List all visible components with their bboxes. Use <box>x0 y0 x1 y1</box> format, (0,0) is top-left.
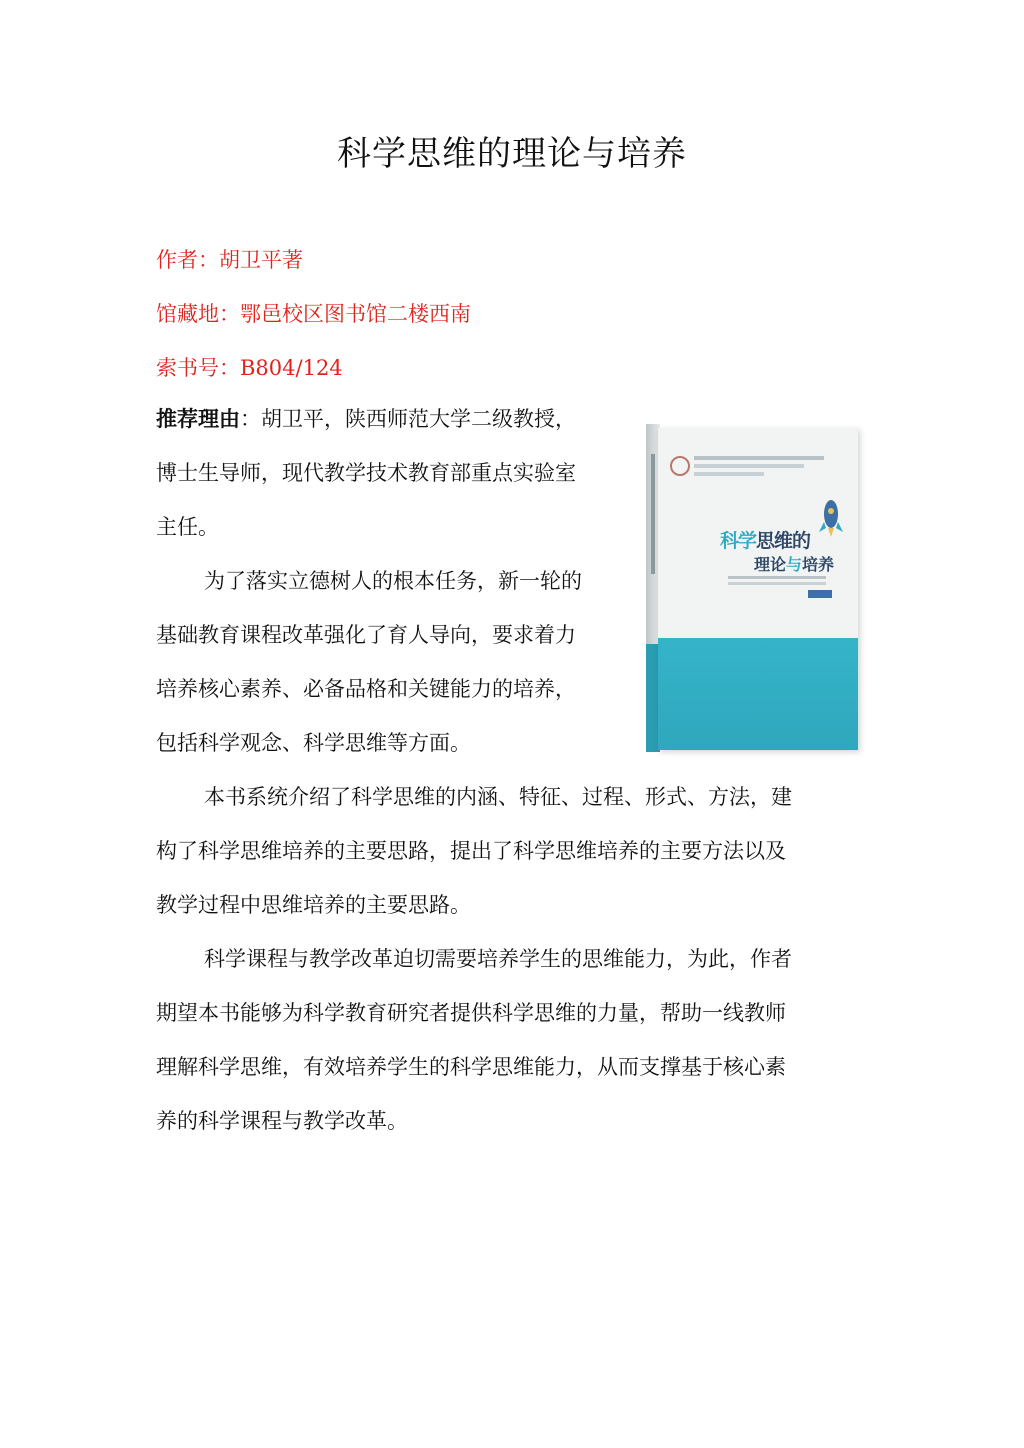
author-line: 作者：胡卫平著 <box>156 248 303 272</box>
book-cover-image <box>646 424 860 752</box>
cover-subtitle-accent: 与 <box>786 555 803 574</box>
intro-line-1: 本书系统介绍了科学思维的内涵、特征、过程、形式、方法，建 <box>204 785 792 809</box>
series-text-bar <box>694 456 824 460</box>
intro-line-2: 构了科学思维培养的主要思路，提出了科学思维培养的主要方法以及 <box>156 839 786 863</box>
aim-line-4: 养的科学课程与教学改革。 <box>156 1109 408 1133</box>
reason-line-1 <box>156 392 626 446</box>
intro-line-3: 教学过程中思维培养的主要思路。 <box>156 893 471 917</box>
location-line: 馆藏地：鄂邑校区图书馆二楼西南 <box>156 302 471 326</box>
aim-line-2: 期望本书能够为科学教育研究者提供科学思维的力量，帮助一线教师 <box>156 1001 786 1025</box>
aim-line-1: 科学课程与教学改革迫切需要培养学生的思维能力，为此，作者 <box>204 947 792 971</box>
spine-text <box>651 454 655 574</box>
cover-teal-band <box>658 638 858 750</box>
series-text-bar <box>694 472 764 476</box>
goal-line-4: 包括科学观念、科学思维等方面。 <box>156 731 471 755</box>
reason-line-2: 博士生导师，现代教学技术教育部重点实验室 <box>156 461 576 485</box>
reason-line-3: 主任。 <box>156 515 219 539</box>
cover-title-accent: 科学 <box>720 530 757 552</box>
cover-title <box>720 526 810 553</box>
series-text-bar <box>694 464 804 468</box>
intro-paragraph <box>156 770 870 932</box>
cover-title-main: 思维的 <box>756 530 811 552</box>
cover-subtitle <box>754 552 834 575</box>
rocket-icon <box>818 498 844 538</box>
reason-text-1: ：胡卫平，陕西师范大学二级教授， <box>240 407 576 431</box>
goal-paragraph <box>156 554 626 770</box>
university-seal-icon <box>670 456 690 476</box>
cover-english-title-bar <box>728 582 826 585</box>
goal-line-2: 基础教育课程改革强化了育人导向，要求着力 <box>156 623 576 647</box>
aim-line-3: 理解科学思维，有效培养学生的科学思维能力，从而支撑基于核心素 <box>156 1055 786 1079</box>
page-title: 科学思维的理论与培养 <box>337 134 687 174</box>
goal-line-3: 培养核心素养、必备品格和关键能力的培养， <box>156 677 576 701</box>
goal-line-1: 为了落实立德树人的根本任务，新一轮的 <box>204 569 582 593</box>
reason-label: 推荐理由 <box>156 406 240 431</box>
cover-subtitle-part: 培养 <box>802 555 835 574</box>
aim-paragraph <box>156 932 870 1148</box>
book-front-cover <box>658 428 858 750</box>
call-number-line: 索书号：B804/124 <box>156 356 343 380</box>
cover-english-title-bar <box>728 576 826 579</box>
cover-subtitle-part: 理论 <box>754 555 787 574</box>
cover-author-tag <box>808 590 832 598</box>
reason-paragraph <box>156 392 626 554</box>
